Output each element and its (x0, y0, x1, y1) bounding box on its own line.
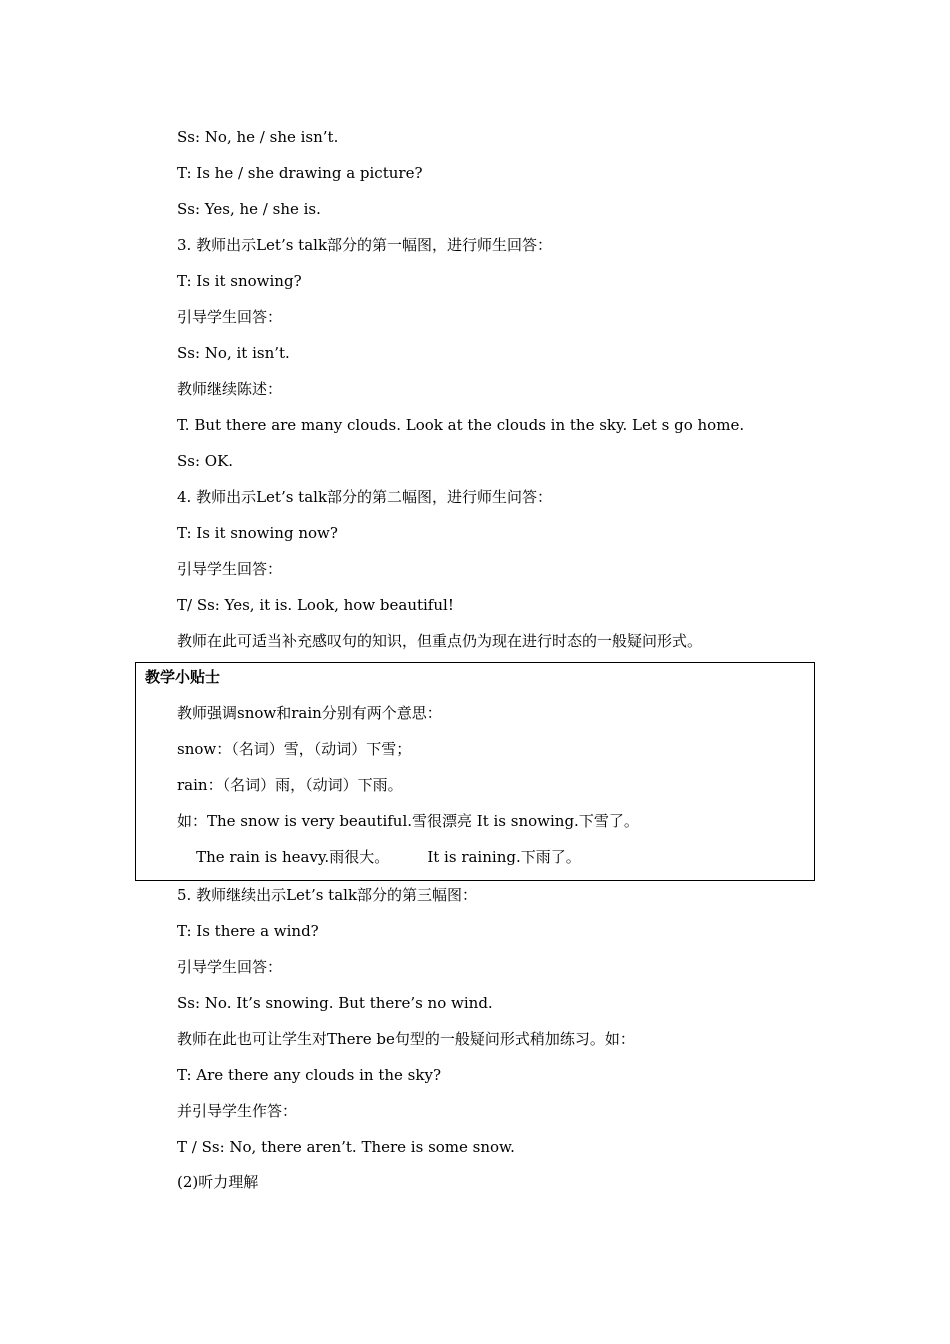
instruction-line: 教师在此可适当补充感叹句的知识，但重点仍为现在进行时态的一般疑问形式。 (177, 632, 703, 650)
step-line: 3. 教师出示Let’s talk部分的第一幅图，进行师生回答： (177, 236, 553, 254)
tip-line: 如：The snow is very beautiful.雪很漂亮 It is snowing.下雪了。 (177, 812, 639, 830)
tip-line: 教师强调snow和rain分别有两个意思： (177, 704, 442, 722)
dialogue-line: Ss: No, it isn’t. (177, 344, 290, 362)
section-heading: (2)听力理解 (177, 1173, 259, 1191)
instruction-line: 引导学生回答： (177, 958, 283, 976)
dialogue-line: Ss: No. It’s snowing. But there’s no wind. (177, 994, 493, 1012)
teaching-tip-box (135, 662, 815, 881)
dialogue-line: T: Is he / she drawing a picture? (177, 164, 423, 182)
tip-line: The rain is heavy.雨很大。 It is raining.下雨了。 (177, 848, 581, 866)
step-line: 5. 教师继续出示Let’s talk部分的第三幅图： (177, 886, 478, 904)
instruction-line: 并引导学生作答： (177, 1102, 298, 1120)
instruction-line: 引导学生回答： (177, 308, 283, 326)
instruction-line: 引导学生回答： (177, 560, 283, 578)
instruction-line: 教师在此也可让学生对There be句型的一般疑问形式稍加练习。如： (177, 1030, 635, 1048)
dialogue-line: T/ Ss: Yes, it is. Look, how beautiful! (177, 596, 454, 614)
tip-line: snow：（名词）雪，（动词）下雪； (177, 740, 412, 758)
dialogue-line: T / Ss: No, there aren’t. There is some snow. (177, 1138, 515, 1156)
dialogue-line: Ss: Yes, he / she is. (177, 200, 321, 218)
instruction-line: 教师继续陈述： (177, 380, 283, 398)
dialogue-line: T: Are there any clouds in the sky? (177, 1066, 441, 1084)
dialogue-line: T: Is it snowing now? (177, 524, 338, 542)
dialogue-line: T. But there are many clouds. Look at the clouds in the sky. Let s go home. (177, 416, 745, 434)
dialogue-line: Ss: OK. (177, 452, 234, 470)
tip-line: rain：（名词）雨，（动词）下雨。 (177, 776, 403, 794)
tip-title: 教学小贴士 (145, 668, 221, 686)
dialogue-line: T: Is there a wind? (177, 922, 319, 940)
dialogue-line: Ss: No, he / she isn’t. (177, 128, 339, 146)
step-line: 4. 教师出示Let’s talk部分的第二幅图，进行师生问答： (177, 488, 553, 506)
dialogue-line: T: Is it snowing? (177, 272, 302, 290)
